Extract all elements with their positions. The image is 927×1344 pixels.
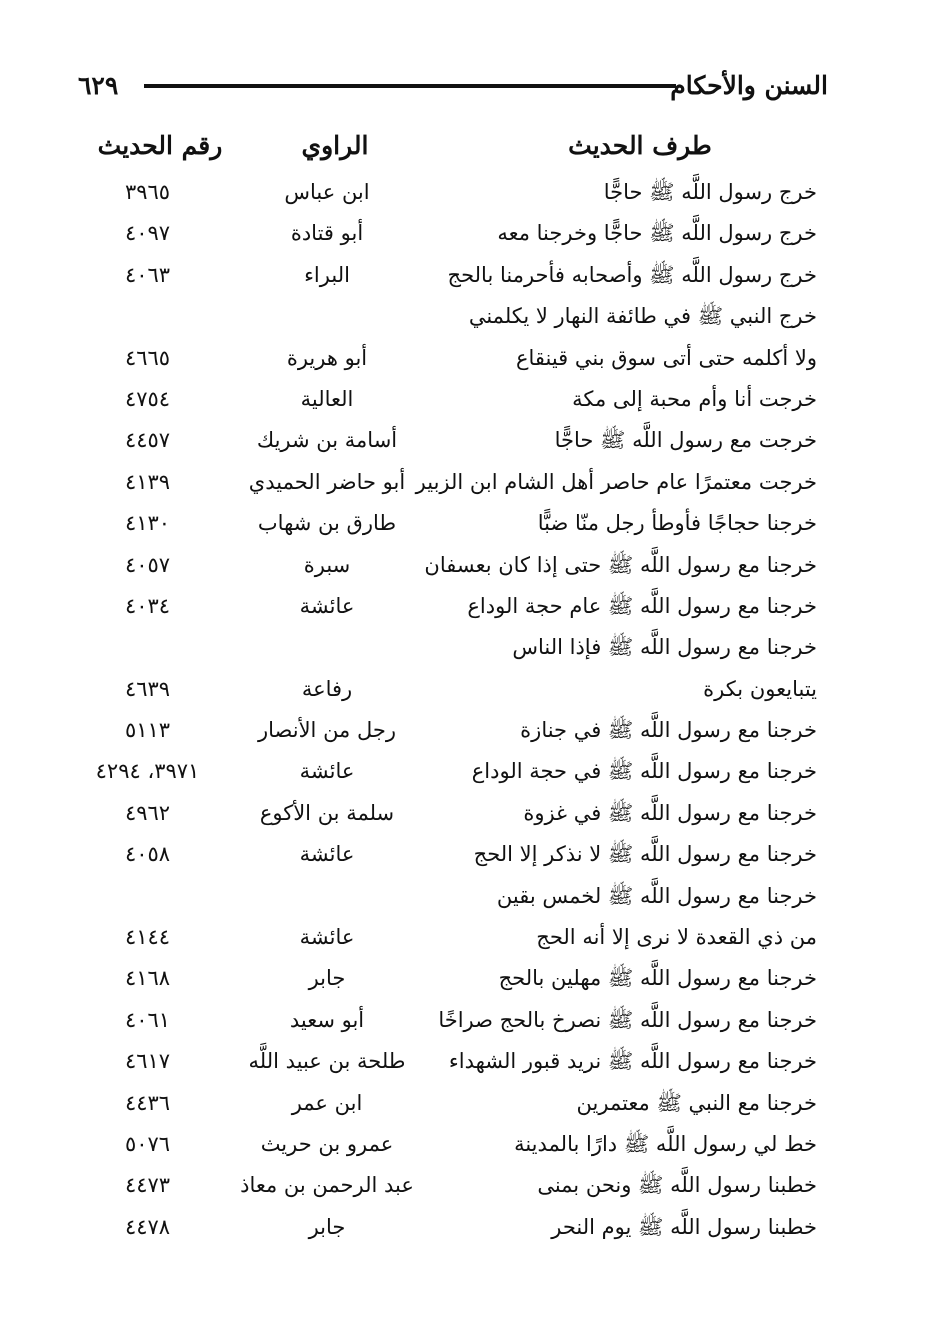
hadith-incipit: خرجت أنا وأم محبة إلى مكة: [572, 386, 817, 411]
table-row: [0, 834, 927, 875]
hadith-incipit: خرجنا مع رسول اللَّه ﷺ عام حجة الوداع: [467, 593, 817, 618]
hadith-number: ٥٠٧٦: [124, 1131, 171, 1156]
table-row: [0, 958, 927, 999]
hadith-incipit: خرج رسول اللَّه ﷺ حاجًّا وخرجنا معه: [497, 221, 817, 246]
table-row: [0, 213, 927, 254]
narrator-name: أبو سعيد: [289, 1007, 365, 1032]
hadith-number: ٤٦١٧: [124, 1049, 171, 1074]
table-row: [0, 917, 927, 958]
hadith-number: ٤٠٥٨: [124, 842, 171, 867]
hadith-number: ٤٩٦٢: [124, 800, 171, 825]
hadith-number: ٤١٣٩: [124, 469, 171, 494]
table-row: [0, 586, 927, 627]
hadith-incipit: خرجنا مع رسول اللَّه ﷺ لخمس بقين: [496, 883, 817, 908]
hadith-incipit: خرجنا مع رسول اللَّه ﷺ في حجة الوداع: [471, 759, 817, 784]
hadith-number: ٤٠٣٤: [124, 593, 171, 618]
hadith-number: ٤٤٥٧: [124, 428, 171, 453]
hadith-number: ٤٤٣٦: [124, 1090, 171, 1115]
hadith-incipit: خرج النبي ﷺ في طائفة النهار لا يكلمني: [468, 304, 817, 329]
narrator-name: ابن عمر: [291, 1090, 363, 1115]
narrator-name: [222, 296, 432, 337]
narrator-name: طلحة بن عبيد اللَّه: [248, 1049, 406, 1074]
hadith-incipit: خرج رسول اللَّه ﷺ حاجًّا: [603, 180, 817, 204]
hadith-incipit: خرجنا مع رسول اللَّه ﷺ لا نذكر إلا الحج: [473, 842, 817, 867]
column-header-number: رقم الحديث: [97, 131, 223, 160]
narrator-name: أسامة بن شريك: [256, 428, 398, 453]
narrator-name: جابر: [308, 966, 346, 991]
narrator-name: عائشة: [299, 759, 355, 784]
narrator-name: رفاعة: [301, 676, 353, 701]
narrator-name: عائشة: [299, 925, 355, 950]
hadith-number: ٥١١٣: [124, 718, 171, 743]
narrator-name: أبو قتادة: [290, 221, 364, 246]
hadith-number: ٣٩٧١، ٤٢٩٤: [95, 759, 200, 784]
narrator-name: أبو حاضر الحميدي: [248, 469, 406, 494]
narrator-name: جابر: [308, 1214, 346, 1239]
table-row: [0, 503, 927, 544]
table-row: [0, 1124, 927, 1165]
table-row: [0, 1000, 927, 1041]
column-header-narrator: الراوي: [301, 131, 369, 160]
narrator-name: عبد الرحمن بن معاذ: [240, 1173, 414, 1198]
hadith-number: [70, 627, 225, 668]
table-row: [0, 710, 927, 751]
hadith-number: [70, 876, 225, 917]
table-row: [0, 1207, 927, 1248]
header-rule: [144, 84, 676, 88]
hadith-incipit: خرجنا مع رسول اللَّه ﷺ مهلين بالحج: [498, 966, 817, 991]
hadith-incipit: خرجنا مع النبي ﷺ معتمرين: [576, 1090, 817, 1115]
hadith-number: [70, 296, 225, 337]
narrator-name: ابن عباس: [284, 180, 370, 204]
narrator-name: رجل من الأنصار: [257, 718, 397, 743]
table-row: [0, 1165, 927, 1206]
hadith-number: ٤٠٦٣: [124, 262, 171, 287]
hadith-incipit: خرجنا حجاجًا فأوطأ رجل منّا ضبًّا: [537, 511, 817, 536]
hadith-incipit: خرجنا مع رسول اللَّه ﷺ نريد قبور الشهداء: [448, 1049, 817, 1074]
hadith-number: ٣٩٦٥: [124, 180, 171, 204]
hadith-number: ٤٦٣٩: [124, 676, 171, 701]
hadith-number: ٤١٤٤: [124, 925, 171, 950]
hadith-incipit: خرجنا مع رسول اللَّه ﷺ فإذا الناس: [512, 635, 817, 660]
hadith-number: ٤١٣٠: [124, 511, 171, 536]
narrator-name: أبو هريرة: [286, 345, 368, 370]
table-row: [0, 1041, 927, 1082]
hadith-number: ٤٠٩٧: [124, 221, 171, 246]
table-row: [0, 172, 927, 213]
hadith-incipit: خرج رسول اللَّه ﷺ وأصحابه فأحرمنا بالحج: [447, 262, 817, 287]
narrator-name: عائشة: [299, 593, 355, 618]
hadith-number: ٤٠٥٧: [124, 552, 171, 577]
running-header: [78, 66, 828, 110]
table-row: [0, 545, 927, 586]
hadith-index-table: [0, 172, 927, 1248]
hadith-incipit: خرجنا مع رسول اللَّه ﷺ حتى إذا كان بعسفان: [424, 552, 817, 577]
hadith-incipit: ولا أكلمه حتى أتى سوق بني قينقاع: [515, 345, 817, 370]
narrator-name: عائشة: [299, 842, 355, 867]
table-row: [0, 379, 927, 420]
column-header-hadith: طرف الحديث: [568, 131, 712, 160]
hadith-number: ٤٠٦١: [124, 1007, 171, 1032]
narrator-name: البراء: [304, 262, 350, 287]
page-number: ٦٢٩: [78, 71, 119, 100]
hadith-incipit: خرجنا مع رسول اللَّه ﷺ نصرخ بالحج صراخًا: [438, 1007, 817, 1032]
hadith-incipit: خرجت مع رسول اللَّه ﷺ حاجًّا: [554, 428, 817, 453]
narrator-name: [222, 627, 432, 668]
hadith-number: ٤١٦٨: [124, 966, 171, 991]
hadith-number: ٤٤٧٨: [124, 1214, 171, 1239]
table-row: [0, 1083, 927, 1124]
table-row: [0, 793, 927, 834]
hadith-number: ٤٤٧٣: [124, 1173, 171, 1198]
table-row: [0, 876, 927, 917]
table-row: [0, 255, 927, 296]
hadith-incipit: خرجنا مع رسول اللَّه ﷺ في جنازة: [520, 718, 817, 743]
hadith-incipit: خرجنا مع رسول اللَّه ﷺ في غزوة: [523, 800, 817, 825]
narrator-name: طارق بن شهاب: [257, 511, 397, 536]
hadith-incipit: خطبنا رسول اللَّه ﷺ يوم النحر: [551, 1214, 817, 1239]
table-row: [0, 627, 927, 668]
hadith-incipit: يتبايعون بكرة: [703, 676, 817, 701]
hadith-number: ٤٦٦٥: [124, 345, 171, 370]
table-row: [0, 296, 927, 337]
table-row: [0, 462, 927, 503]
narrator-name: العالية: [300, 386, 354, 411]
narrator-name: سبرة: [303, 552, 351, 577]
hadith-incipit: خرجت معتمرًا عام حاصر أهل الشام ابن الزبير: [415, 469, 817, 494]
table-row: [0, 751, 927, 792]
hadith-incipit: خط لي رسول اللَّه ﷺ دارًا بالمدينة: [514, 1131, 817, 1156]
narrator-name: عمرو بن حريث: [260, 1131, 394, 1156]
table-row: [0, 420, 927, 461]
table-row: [0, 669, 927, 710]
hadith-incipit: من ذي القعدة لا نرى إلا أنه الحج: [536, 925, 817, 950]
hadith-number: ٤٧٥٤: [124, 386, 171, 411]
table-row: [0, 338, 927, 379]
narrator-name: سلمة بن الأكوع: [259, 800, 395, 825]
running-title: السنن والأحكام: [670, 71, 828, 100]
hadith-incipit: خطبنا رسول اللَّه ﷺ ونحن بمنى: [537, 1173, 817, 1198]
narrator-name: [222, 876, 432, 917]
